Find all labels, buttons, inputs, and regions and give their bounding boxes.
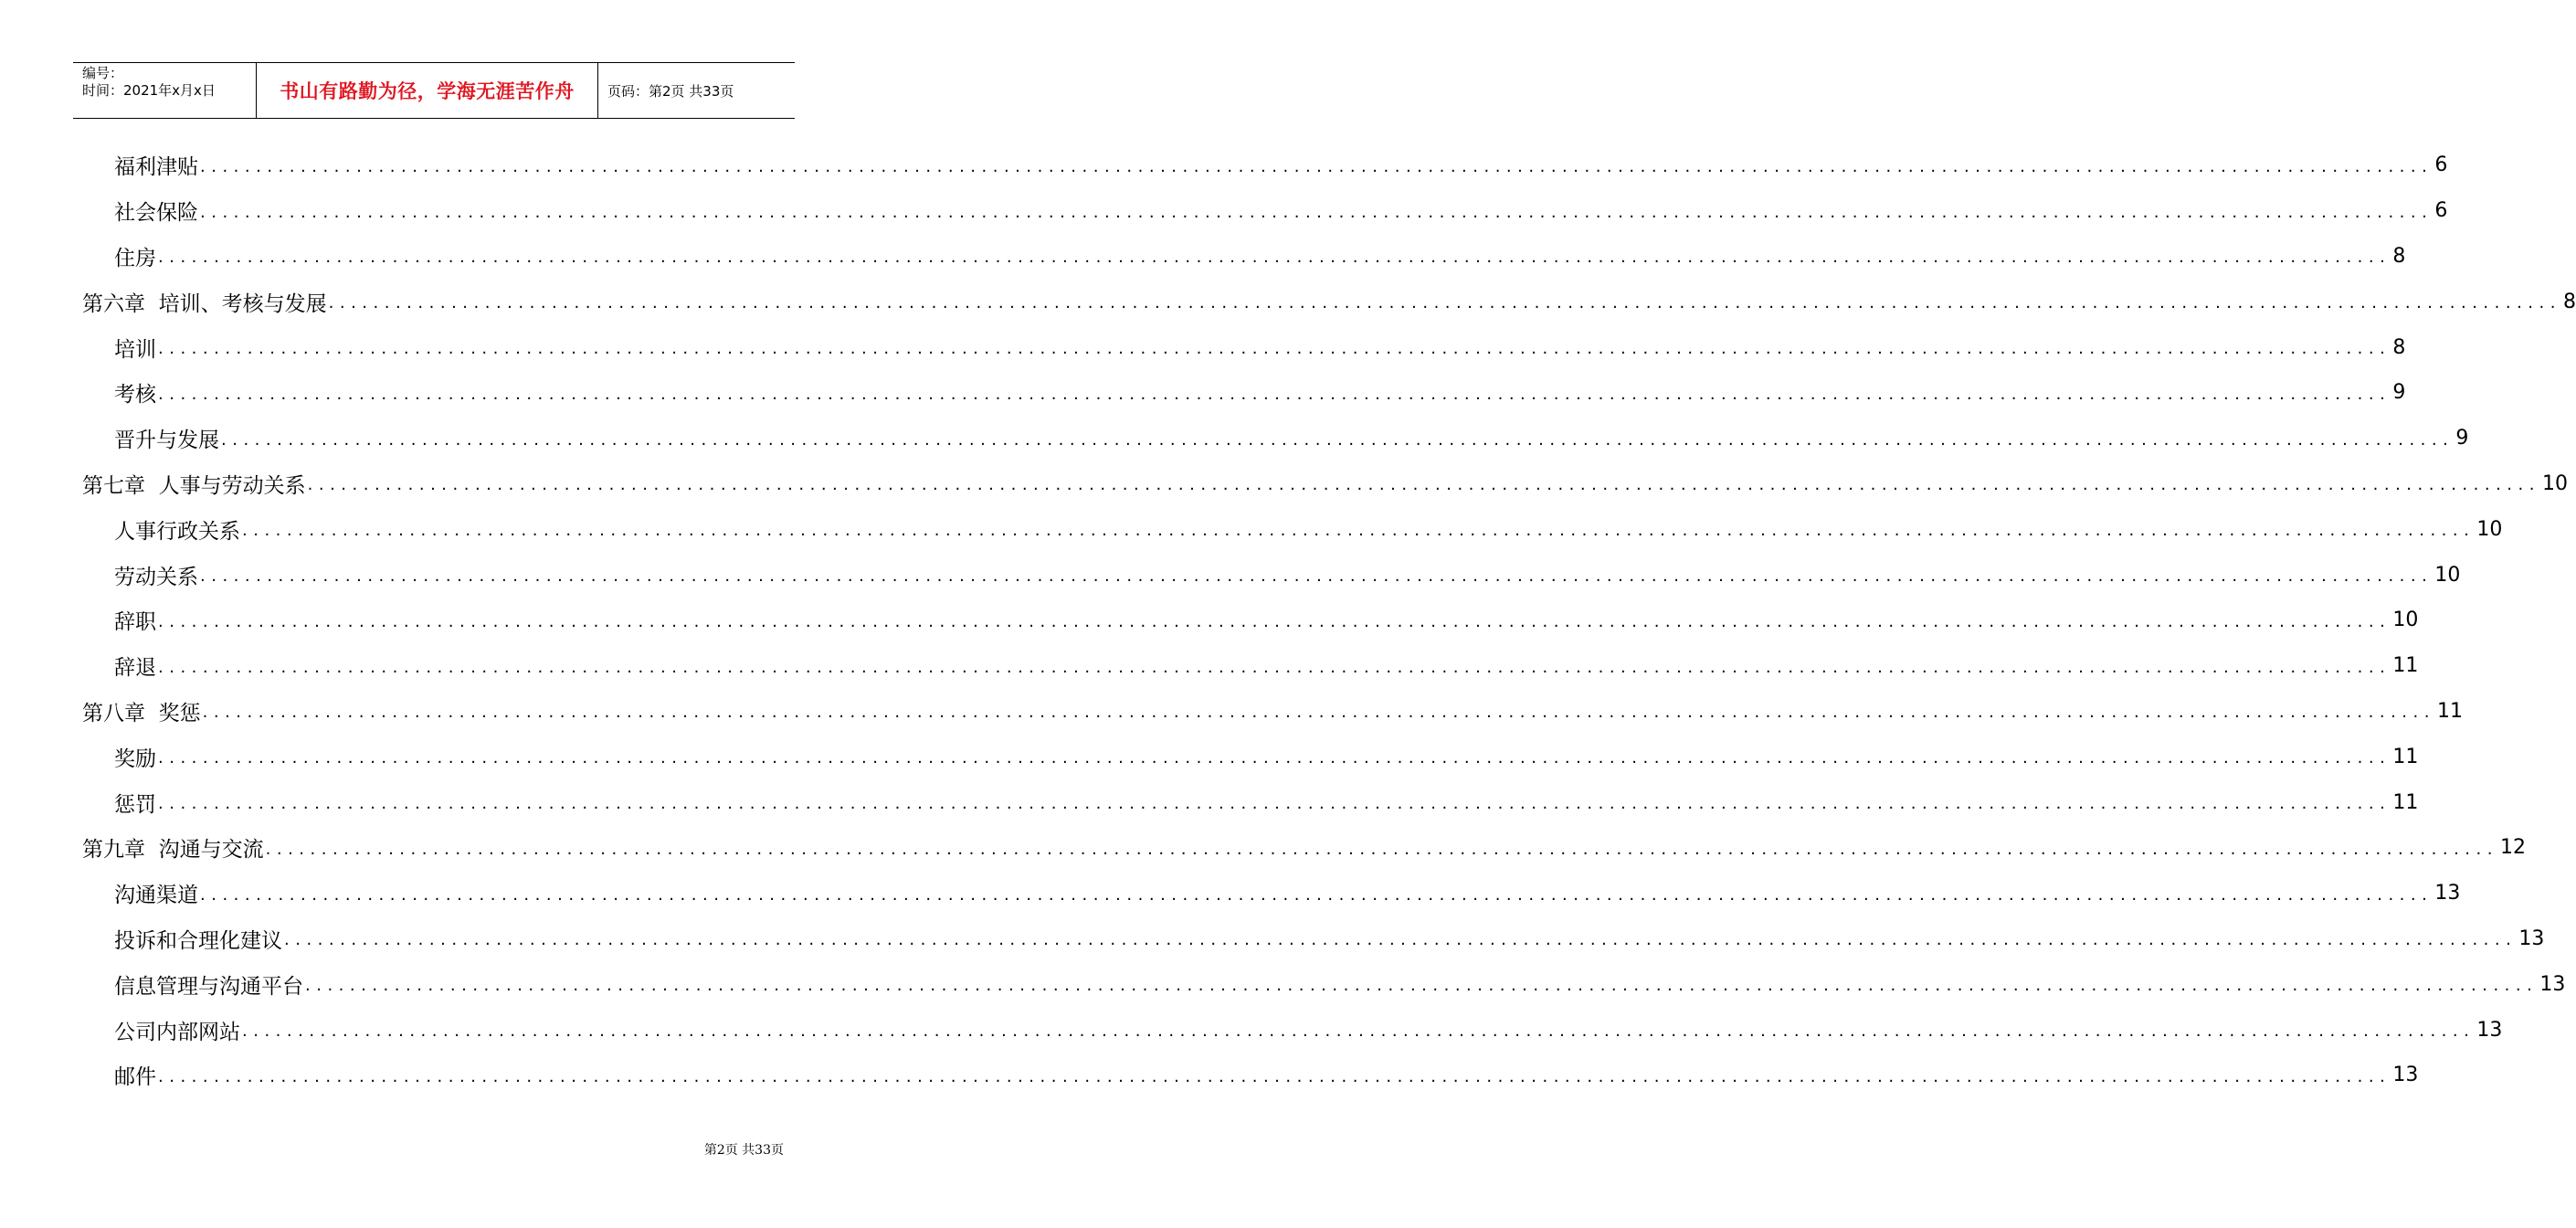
toc-entry-page: 13 (2434, 882, 2461, 905)
toc-dot-leader: ........................................................................................................................................................................................................ (158, 248, 2391, 268)
toc-entry-title: 信息管理与沟通平台 (114, 974, 303, 999)
document-header (73, 62, 795, 119)
toc-section-entry[interactable] (82, 324, 2406, 370)
toc-section-entry[interactable] (82, 1053, 2419, 1098)
toc-chapter-entry[interactable] (82, 279, 2576, 324)
toc-entry-page: 13 (2392, 1064, 2419, 1087)
toc-section-entry[interactable] (82, 598, 2419, 643)
toc-dot-leader: ........................................................................................................................................................................................................ (200, 884, 2433, 905)
toc-entry-title: 辞职 (114, 610, 156, 635)
toc-section-entry[interactable] (82, 916, 2545, 962)
header-motto: 书山有路勤为径，学海无涯苦作舟 (257, 63, 598, 118)
toc-section-entry[interactable] (82, 506, 2503, 552)
toc-entry-title: 沟通渠道 (114, 884, 198, 908)
toc-dot-leader: ........................................................................................................................................................................................................ (307, 475, 2540, 495)
toc-section-entry[interactable] (82, 188, 2448, 234)
toc-entry-title: 奖励 (114, 746, 156, 771)
toc-dot-leader: ........................................................................................................................................................................................................ (242, 521, 2476, 541)
toc-dot-leader: ........................................................................................................................................................................................................ (242, 1021, 2476, 1041)
toc-dot-leader: ........................................................................................................................................................................................................ (158, 1066, 2391, 1086)
table-of-contents (82, 143, 2576, 1098)
toc-entry-title: 培训 (114, 337, 156, 362)
toc-dot-leader: ........................................................................................................................................................................................................ (158, 793, 2391, 813)
toc-entry-page: 10 (2541, 471, 2568, 495)
toc-dot-leader: ........................................................................................................................................................................................................ (158, 748, 2391, 768)
document-time-label: 时间：2021年x月x日 (82, 82, 216, 99)
toc-entry-title: 第六章 培训、考核与发展 (82, 291, 327, 316)
toc-dot-leader: ........................................................................................................................................................................................................ (158, 657, 2391, 677)
header-page-label: 页码：第2页 共33页 (607, 82, 734, 100)
toc-entry-page: 10 (2434, 563, 2461, 587)
toc-entry-page: 10 (2392, 609, 2419, 632)
toc-section-entry[interactable] (82, 961, 2566, 1007)
toc-entry-page: 11 (2392, 654, 2419, 678)
header-meta (73, 63, 257, 118)
toc-entry-page: 8 (2392, 335, 2406, 359)
toc-entry-page: 6 (2434, 154, 2448, 177)
toc-entry-page: 13 (2518, 926, 2545, 950)
toc-entry-title: 劳动关系 (114, 565, 198, 589)
toc-entry-page: 6 (2434, 199, 2448, 223)
toc-section-entry[interactable] (82, 871, 2461, 916)
toc-entry-title: 投诉和合理化建议 (114, 928, 282, 953)
toc-dot-leader: ........................................................................................................................................................................................................ (202, 703, 2435, 723)
document-number-label: 编号： (82, 65, 124, 81)
toc-entry-page: 11 (2392, 790, 2419, 814)
toc-section-entry[interactable] (82, 643, 2419, 689)
toc-dot-leader: ........................................................................................................................................................................................................ (158, 338, 2391, 358)
toc-entry-title: 住房 (114, 246, 156, 270)
toc-section-entry[interactable] (82, 143, 2448, 188)
toc-dot-leader: ........................................................................................................................................................................................................ (305, 976, 2539, 996)
toc-entry-page: 10 (2476, 517, 2503, 541)
toc-entry-title: 第七章 人事与劳动关系 (82, 473, 306, 498)
toc-entry-title: 福利津贴 (114, 155, 198, 180)
toc-entry-page: 11 (2392, 745, 2419, 768)
toc-entry-title: 第九章 沟通与交流 (82, 838, 264, 863)
toc-dot-leader: ........................................................................................................................................................................................................ (158, 611, 2391, 631)
toc-section-entry[interactable] (82, 416, 2469, 461)
toc-dot-leader: ........................................................................................................................................................................................................ (158, 384, 2391, 404)
toc-entry-title: 人事行政关系 (114, 519, 240, 544)
toc-entry-page: 8 (2562, 290, 2576, 313)
toc-dot-leader: ........................................................................................................................................................................................................ (200, 566, 2433, 586)
toc-chapter-entry[interactable] (82, 689, 2463, 735)
toc-section-entry[interactable] (82, 552, 2461, 598)
toc-entry-title: 考核 (114, 383, 156, 408)
toc-entry-title: 惩罚 (114, 792, 156, 817)
toc-dot-leader: ........................................................................................................................................................................................................ (200, 156, 2433, 176)
toc-entry-title: 社会保险 (114, 201, 198, 226)
toc-entry-page: 8 (2392, 244, 2406, 268)
toc-section-entry[interactable] (82, 779, 2419, 825)
toc-section-entry[interactable] (82, 734, 2419, 779)
toc-entry-page: 12 (2499, 836, 2526, 860)
toc-chapter-entry[interactable] (82, 825, 2526, 871)
toc-dot-leader: ........................................................................................................................................................................................................ (200, 202, 2433, 222)
toc-section-entry[interactable] (82, 1007, 2503, 1053)
toc-entry-page: 11 (2436, 699, 2463, 723)
toc-chapter-entry[interactable] (82, 461, 2568, 507)
toc-entry-title: 晋升与发展 (114, 429, 219, 453)
toc-section-entry[interactable] (82, 234, 2406, 280)
toc-entry-page: 9 (2392, 381, 2406, 405)
toc-entry-page: 13 (2476, 1018, 2503, 1042)
toc-dot-leader: ........................................................................................................................................................................................................ (221, 429, 2455, 450)
toc-section-entry[interactable] (82, 370, 2406, 416)
toc-entry-title: 邮件 (114, 1065, 156, 1090)
toc-entry-title: 第八章 奖惩 (82, 701, 201, 725)
toc-entry-page: 13 (2539, 972, 2566, 996)
toc-entry-title: 辞退 (114, 656, 156, 681)
toc-entry-title: 公司内部网站 (114, 1020, 240, 1044)
toc-entry-page: 9 (2455, 427, 2469, 450)
toc-dot-leader: ........................................................................................................................................................................................................ (284, 930, 2518, 950)
footer-page-number: 第2页 共33页 (703, 1143, 784, 1158)
toc-dot-leader: ........................................................................................................................................................................................................ (328, 293, 2561, 313)
toc-dot-leader: ........................................................................................................................................................................................................ (265, 839, 2498, 859)
